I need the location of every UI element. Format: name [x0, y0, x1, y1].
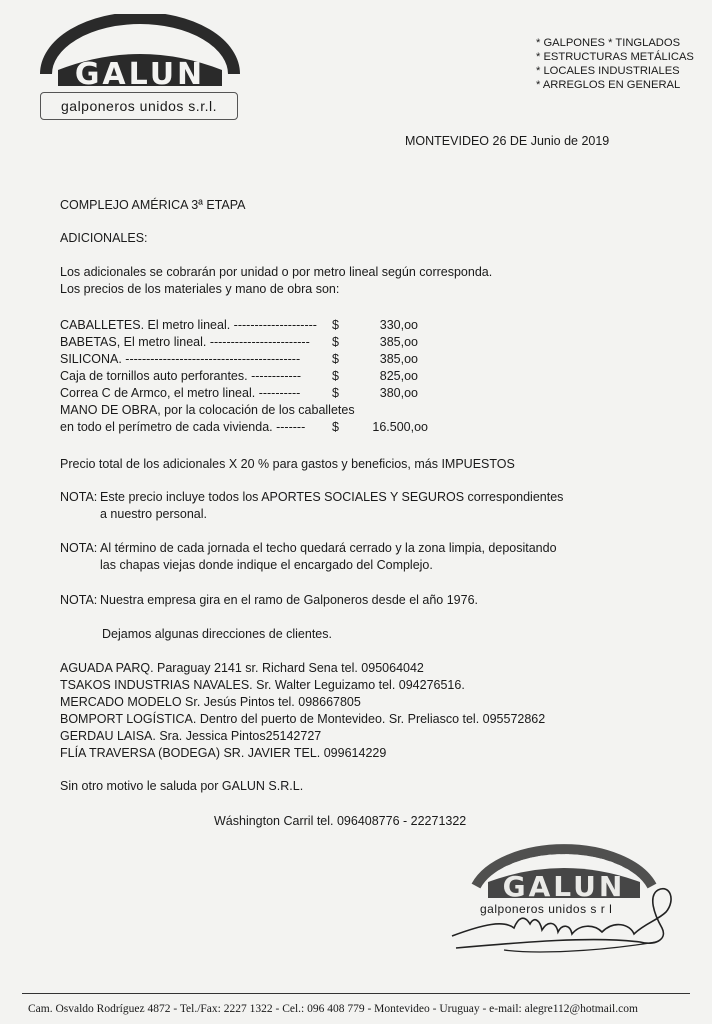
note-label: NOTA: — [60, 490, 98, 504]
note-text: las chapas viejas donde indique el encargado del Complejo. — [100, 558, 433, 572]
letter-date: MONTEVIDEO 26 DE Junio de 2019 — [405, 134, 610, 148]
client-entry: TSAKOS INDUSTRIAS NAVALES. Sr. Walter Leguizamo tel. 094276516. — [60, 678, 465, 692]
signatory-line: Wáshington Carril tel. 096408776 - 22271322 — [214, 814, 467, 828]
note-text: Al término de cada jornada el techo quedará cerrado y la zona limpia, depositando — [100, 541, 557, 555]
service-item: * ARREGLOS EN GENERAL — [536, 79, 681, 91]
client-entry: BOMPORT LOGÍSTICA. Dentro del puerto de Montevideo. Sr. Preliasco tel. 095572862 — [60, 712, 546, 726]
item-amount: 825,oo — [379, 369, 418, 383]
price-item — [60, 334, 418, 351]
price-item — [60, 317, 418, 334]
item-label: CABALLETES. El metro lineal. -------------------- — [60, 318, 317, 332]
service-item: * LOCALES INDUSTRIALES — [536, 65, 680, 77]
footer-contact: Cam. Osvaldo Rodríguez 4872 - Tel./Fax: 2227 1322 - Cel.: 096 408 779 - Montevideo - Uruguay - e-mail: alegre112@hotmail.com — [28, 1003, 638, 1015]
stamp-subtitle: galponeros unidos s r l — [480, 902, 613, 916]
svg-text:GALUN: GALUN — [74, 57, 206, 92]
total-note: Precio total de los adicionales X 20 % para gastos y beneficios, más IMPUESTOS — [60, 457, 515, 471]
labor-label-line1: MANO DE OBRA, por la colocación de los caballetes — [60, 403, 355, 417]
note-text: Este precio incluye todos los APORTES SOCIALES Y SEGUROS correspondientes — [100, 490, 564, 504]
item-amount: 330,oo — [379, 318, 418, 332]
item-currency: $ — [332, 335, 339, 349]
project-title: COMPLEJO AMÉRICA 3ª ETAPA — [60, 198, 246, 212]
price-item — [60, 385, 418, 402]
item-currency: $ — [332, 369, 339, 383]
note-text: Nuestra empresa gira en el ramo de Galponeros desde el año 1976. — [100, 593, 479, 607]
price-item — [60, 351, 418, 368]
price-list — [60, 317, 428, 436]
item-amount: 380,oo — [379, 386, 418, 400]
services-list — [536, 36, 694, 92]
price-item — [60, 368, 418, 385]
section-heading: ADICIONALES: — [60, 231, 148, 245]
note-label: NOTA: — [60, 593, 98, 607]
item-currency: $ — [332, 352, 339, 366]
item-amount: 385,oo — [379, 335, 418, 349]
service-item: * ESTRUCTURAS METÁLICAS — [536, 51, 694, 63]
item-label: Correa C de Armco, el metro lineal. ---------- — [60, 386, 301, 400]
labor-amount: 16.500,oo — [372, 420, 428, 434]
clients-intro: Dejamos algunas direcciones de clientes. — [102, 627, 332, 641]
note-label: NOTA: — [60, 541, 98, 555]
item-label: Caja de tornillos auto perforantes. ------------ — [60, 369, 302, 383]
client-entry: FLÍA TRAVERSA (BODEGA) SR. JAVIER TEL. 099614229 — [60, 746, 387, 760]
labor-currency: $ — [332, 420, 339, 434]
closing-line: Sin otro motivo le saluda por GALUN S.R.L. — [60, 779, 304, 793]
labor-label-line2: en todo el perímetro de cada vivienda. ------- — [60, 420, 306, 434]
company-stamp — [444, 824, 694, 964]
galun-logo — [40, 14, 240, 92]
logo-subtitle: galponeros unidos s.r.l. — [40, 92, 238, 120]
item-currency: $ — [332, 318, 339, 332]
svg-text:GALUN: GALUN — [502, 870, 626, 903]
item-amount: 385,oo — [379, 352, 418, 366]
clients-list — [60, 660, 545, 762]
intro-line: Los precios de los materiales y mano de obra son: — [60, 282, 340, 296]
client-entry: GERDAU LAISA. Sra. Jessica Pintos25142727 — [60, 729, 322, 743]
item-label: SILICONA. ------------------------------------------ — [60, 352, 301, 366]
service-item: * GALPONES * TINGLADOS — [536, 37, 681, 49]
note-text: a nuestro personal. — [100, 507, 208, 521]
intro-line: Los adicionales se cobrarán por unidad o por metro lineal según corresponda. — [60, 265, 493, 279]
item-currency: $ — [332, 386, 339, 400]
item-label: BABETAS, El metro lineal. ------------------------ — [60, 335, 310, 349]
footer-divider — [22, 993, 690, 994]
client-entry: AGUADA PARQ. Paraguay 2141 sr. Richard Sena tel. 095064042 — [60, 661, 424, 675]
labor-item — [60, 419, 428, 436]
labor-item — [60, 402, 355, 419]
client-entry: MERCADO MODELO Sr. Jesús Pintos tel. 098667805 — [60, 695, 361, 709]
